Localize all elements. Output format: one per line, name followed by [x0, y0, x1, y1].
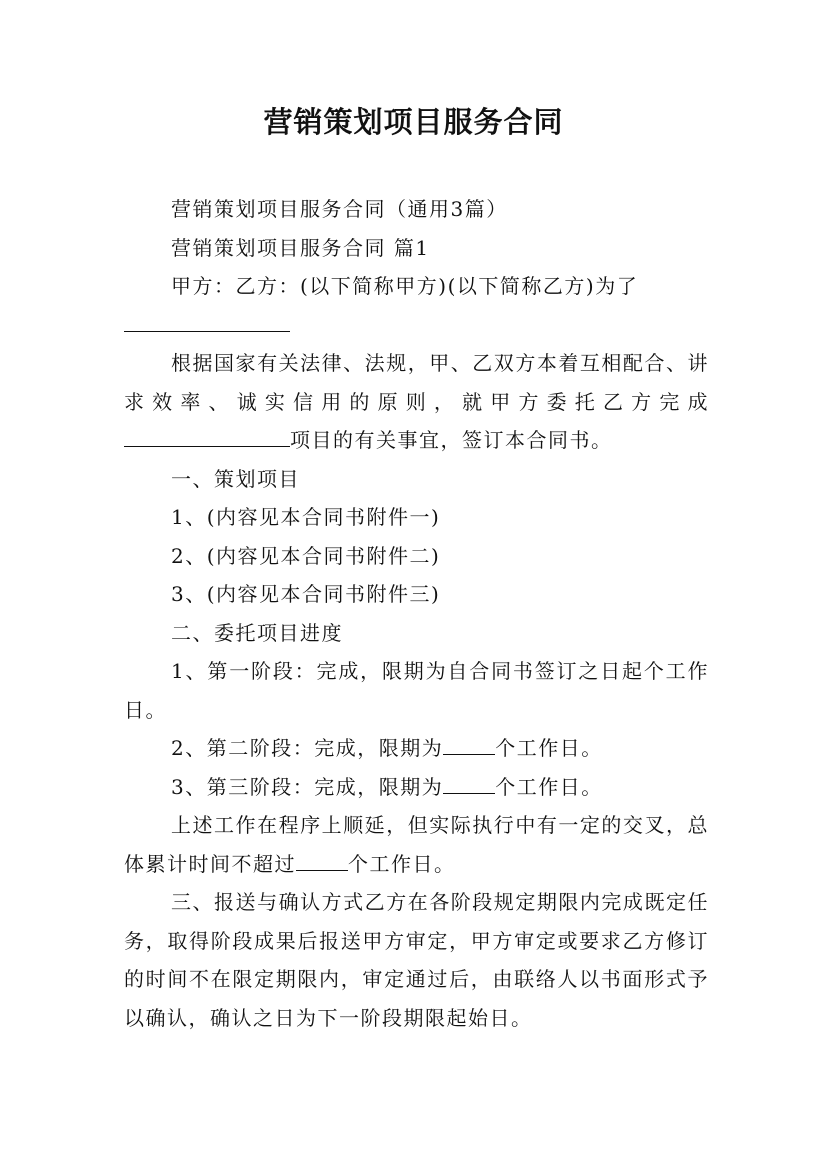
document-body [124, 190, 709, 1037]
section-1-heading: 一、策划项目 [171, 466, 300, 491]
section-1-item-3: 3、(内容见本合同书附件三) [171, 582, 441, 606]
blank-underline [124, 307, 290, 332]
section-2-item-2-suffix: 个工作日。 [495, 736, 603, 760]
document-title: 营销策划项目服务合同 [263, 105, 564, 139]
section-2-item-2 [124, 729, 709, 768]
blank-underline [296, 850, 348, 871]
blank-underline [443, 734, 495, 755]
section-1-item-1: 1、(内容见本合同书附件一) [171, 505, 441, 529]
intro-text-part2: 项目的有关事宜，签订本合同书。 [290, 428, 613, 452]
blank-line-paragraph [124, 306, 709, 345]
section-2-item-3 [124, 768, 709, 807]
intro-text-part1: 根据国家有关法律、法规，甲、乙双方本着互相配合、讲求效率、诚实信用的原则，就甲方委托乙方完成 [124, 351, 709, 414]
section-2-item-2-text: 2、第二阶段：完成，限期为 [171, 736, 444, 760]
section-2-item-3-suffix: 个工作日。 [495, 774, 603, 799]
subtitle: 营销策划项目服务合同（通用3篇） [171, 197, 508, 221]
section-2-heading: 二、委托项目进度 [171, 620, 343, 645]
section-3-paragraph: 三、报送与确认方式乙方在各阶段规定期限内完成既定任务，取得阶段成果后报送甲方审定，甲方审定或要求乙方修订的时间不在限定期限内，审定通过后，由联络人以书面形式予以确认，确认之日为下一阶段期限起始日。 [124, 890, 709, 1030]
section-2-item-3-text: 3、第三阶段：完成，限期为 [171, 774, 444, 799]
section-heading: 营销策划项目服务合同 篇1 [171, 235, 430, 260]
blank-underline [124, 422, 290, 447]
section-2-item-1: 1、第一阶段：完成，限期为自合同书签订之日起个工作日。 [124, 659, 709, 722]
section-2-note [124, 806, 709, 883]
intro-paragraph [124, 344, 709, 460]
section-2-note-text: 上述工作在程序上顺延，但实际执行中有一定的交叉，总体累计时间不超过 [124, 813, 709, 876]
section-1-item-2: 2、(内容见本合同书附件二) [171, 543, 441, 568]
section-2-note-suffix: 个工作日。 [348, 851, 456, 876]
blank-underline [443, 773, 495, 794]
parties-line: 甲方：乙方：(以下简称甲方)(以下简称乙方)为了 [171, 274, 639, 298]
